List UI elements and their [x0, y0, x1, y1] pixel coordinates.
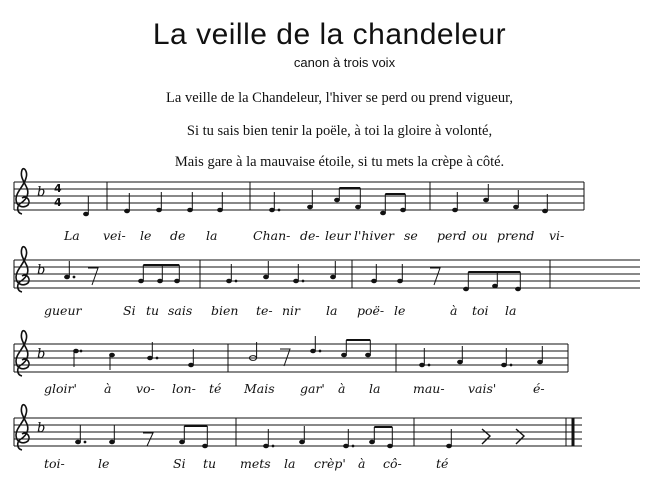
lyric-syllable: la	[326, 303, 338, 318]
lyric-syllable: perd	[437, 228, 467, 243]
lyric-syllable: té	[436, 456, 449, 471]
lyric-syllable: tu	[203, 456, 217, 471]
flat-sign-icon: b	[37, 347, 46, 362]
lyric-syllable: La	[64, 228, 80, 243]
lyric-syllable: vi-	[549, 228, 565, 243]
lyric-syllable: Chan-	[253, 228, 291, 243]
lyric-syllable: se	[404, 228, 418, 243]
lyric-syllable: le	[140, 228, 152, 243]
lyric-syllable: cô-	[383, 456, 402, 471]
lyric-syllable: té	[209, 381, 222, 396]
lyric-syllable: de-	[300, 228, 320, 243]
lyric-syllable: à	[104, 381, 112, 396]
staff-system-2	[14, 260, 640, 288]
lyric-syllable: te-	[256, 303, 273, 318]
flat-sign-icon: b	[37, 421, 46, 436]
lyric-syllable: toi	[472, 303, 489, 318]
lyric-syllable: nir	[282, 303, 301, 318]
staff-system-3	[14, 344, 568, 372]
lyric-syllable: leur	[325, 228, 351, 243]
lyric-syllable: la	[505, 303, 517, 318]
lyric-syllable: la	[206, 228, 218, 243]
lyric-syllable: poë-	[357, 303, 385, 318]
flat-sign-icon: b	[37, 185, 46, 200]
lyric-syllable: la	[369, 381, 381, 396]
lyric-syllable: é-	[533, 381, 545, 396]
lyric-syllable: mets	[240, 456, 271, 471]
lyric-syllable: de	[170, 228, 186, 243]
lyric-syllable: ou	[472, 228, 488, 243]
lyric-syllable: l'hiver	[354, 228, 394, 243]
verse-line-2: Si tu sais bien tenir la poële, à toi la gloire à volonté,	[186, 123, 493, 139]
staff-system-1	[14, 182, 584, 210]
lyric-syllable: gar'	[300, 381, 325, 396]
lyric-syllable: crèp'	[314, 456, 346, 471]
song-subtitle: canon à trois voix	[293, 55, 396, 70]
flat-sign-icon: b	[37, 263, 46, 278]
lyric-syllable: sais	[168, 303, 193, 318]
lyric-syllable: vo-	[136, 381, 155, 396]
lyric-syllable: à	[338, 381, 346, 396]
lyric-syllable: mau-	[413, 381, 445, 396]
lyric-syllable: prend	[497, 228, 535, 243]
notes-system-2	[65, 261, 521, 291]
notes-system-4	[76, 425, 524, 448]
time-signature-icon: 4	[54, 182, 62, 195]
lyric-syllable: toi-	[44, 456, 65, 471]
lyric-syllable: Si	[123, 303, 136, 318]
treble-clef-icon	[16, 405, 29, 450]
lyric-syllable: gloir'	[44, 381, 77, 396]
treble-clef-icon	[16, 247, 29, 292]
lyric-syllable: Si	[173, 456, 186, 471]
lyric-syllable: le	[98, 456, 110, 471]
lyric-syllable: la	[284, 456, 296, 471]
lyric-syllable: Mais	[244, 381, 275, 396]
lyric-syllable: vais'	[468, 381, 497, 396]
treble-clef-icon	[16, 169, 29, 214]
treble-clef-icon	[16, 331, 29, 376]
lyric-syllable: gueur	[44, 303, 82, 318]
lyric-syllable: bien	[211, 303, 239, 318]
svg-text:4: 4	[54, 196, 62, 209]
song-title: La veille de la chandeleur	[152, 18, 507, 51]
lyric-syllable: lon-	[172, 381, 196, 396]
lyric-syllable: tu	[146, 303, 160, 318]
lyric-syllable: à	[450, 303, 458, 318]
staff-system-4	[14, 418, 582, 446]
verse-line-3: Mais gare à la mauvaise étoile, si tu mets la crèpe à côté.	[174, 154, 505, 170]
lyric-syllable: le	[394, 303, 406, 318]
lyric-syllable: à	[358, 456, 366, 471]
verse-line-1: La veille de la Chandeleur, l'hiver se perd ou prend vigueur,	[166, 90, 513, 106]
lyric-syllable: vei-	[103, 228, 126, 243]
